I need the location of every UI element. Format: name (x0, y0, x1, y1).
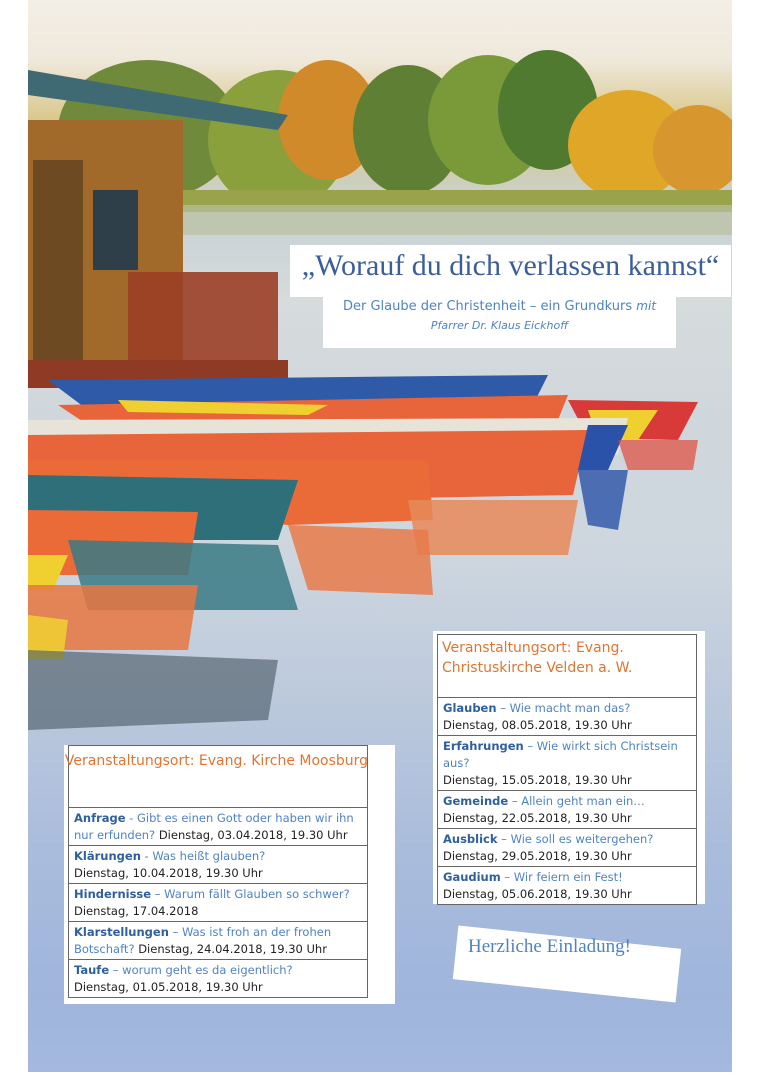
table-row (69, 846, 367, 884)
subtitle-text: Der Glaube der Christenheit – ein Grundkurs (342, 299, 633, 314)
session-question: – Allein geht man ein… (508, 794, 645, 808)
session-topic: Anfrage (74, 811, 126, 825)
title-banner (290, 245, 731, 297)
session-question: – worum geht es da eigentlich? (109, 963, 293, 977)
page-title: „Worauf du dich verlassen kannst“ (301, 249, 720, 282)
session-topic: Klarstellungen (74, 925, 169, 939)
session-date: Dienstag, 22.05.2018, 19.30 Uhr (443, 811, 632, 825)
session-date: Dienstag, 05.06.2018, 19.30 Uhr (443, 887, 632, 901)
session-topic: Taufe (74, 963, 110, 977)
session-topic: Gaudium (443, 870, 501, 884)
session-date: Dienstag, 01.05.2018, 19.30 Uhr (74, 980, 263, 994)
session-date: Dienstag, 17.04.2018 (74, 904, 199, 918)
session-question: – Warum fällt Glauben so schwer? (151, 887, 350, 901)
table-row (69, 884, 367, 922)
session-date: Dienstag, 03.04.2018, 19.30 Uhr (155, 828, 348, 842)
session-question: - Was heißt glauben? (140, 849, 266, 863)
table-row (438, 829, 696, 867)
venue-card-velden (433, 631, 705, 904)
venue-title-moosburg: Veranstaltungsort: Evang. Kirche Moosburg (64, 753, 369, 769)
table-row (69, 808, 367, 846)
speaker-name: Pfarrer Dr. Klaus Eickhoff (430, 319, 569, 332)
session-topic: Gemeinde (443, 794, 509, 808)
table-row (438, 698, 696, 736)
session-date: Dienstag, 24.04.2018, 19.30 Uhr (134, 942, 327, 956)
session-question: – Wir feiern ein Fest! (500, 870, 623, 884)
table-row (69, 960, 367, 998)
session-question: - Gibt es einen Gott oder haben wir ihn nur erfunden? (74, 811, 354, 842)
session-topic: Ausblick (443, 832, 498, 846)
table-row (438, 736, 696, 791)
subtitle-mit: mit (636, 299, 657, 313)
session-date: Dienstag, 10.04.2018, 19.30 Uhr (74, 866, 263, 880)
session-date: Dienstag, 29.05.2018, 19.30 Uhr (443, 849, 632, 863)
invitation-text: Herzliche Einladung! (468, 936, 632, 957)
session-topic: Hindernisse (74, 887, 152, 901)
session-table-moosburg (68, 807, 368, 998)
session-topic: Klärungen (74, 849, 141, 863)
subtitle-banner (323, 296, 676, 348)
session-topic: Glauben (443, 701, 497, 715)
session-question: – Wie macht man das? (496, 701, 631, 715)
venue-card-moosburg (64, 745, 395, 1004)
session-table-velden (437, 697, 697, 905)
venue-title-velden: Veranstaltungsort: Evang. Christuskirche Velden a. W. (442, 640, 633, 676)
table-row (438, 867, 696, 905)
table-row (438, 791, 696, 829)
course-subtitle (323, 299, 676, 314)
session-question: – Was ist froh an der frohen Botschaft? (74, 925, 332, 956)
session-question: – Wie soll es weitergehen? (497, 832, 654, 846)
session-question: – Wie wirkt sich Christsein aus? (443, 739, 678, 770)
session-topic: Erfahrungen (443, 739, 524, 753)
session-date: Dienstag, 15.05.2018, 19.30 Uhr (443, 773, 632, 787)
table-row (69, 922, 367, 960)
session-date: Dienstag, 08.05.2018, 19.30 Uhr (443, 718, 632, 732)
